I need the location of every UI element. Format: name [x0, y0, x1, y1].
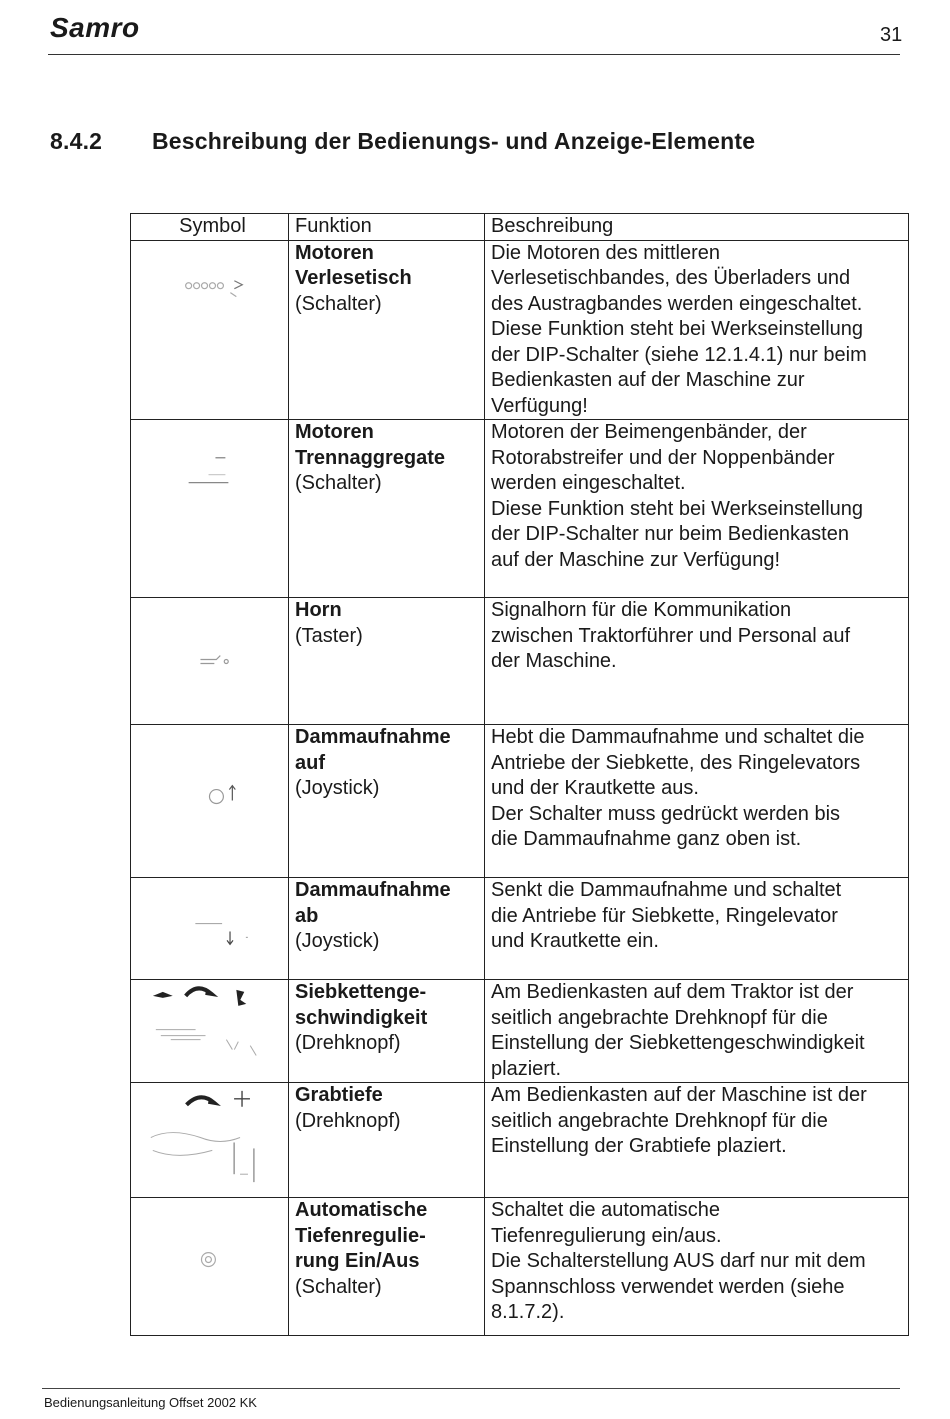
function-type: (Drehknopf)	[295, 1109, 401, 1132]
header-description: Beschreibung	[485, 214, 909, 241]
description-line: Die Schalterstellung AUS darf nur mit dem	[491, 1250, 866, 1272]
sieve-chain-speed-icon	[131, 980, 288, 1082]
description-line: Motoren der Beimengenbänder, der	[491, 421, 807, 443]
symbol-cell	[131, 598, 289, 725]
section-number: 8.4.2	[50, 128, 103, 154]
function-name-line: Siebkettenge-	[295, 981, 427, 1003]
description-line: der DIP-Schalter nur beim Bedienkasten	[491, 523, 849, 545]
section-heading	[50, 128, 755, 155]
description-line: Der Schalter muss gedrückt werden bis	[491, 802, 841, 825]
footer-text: Bedienungsanleitung Offset 2002 KK	[44, 1395, 257, 1410]
ridge-intake-down-icon	[131, 878, 288, 979]
function-cell	[289, 1083, 485, 1198]
symbol-cell	[131, 725, 289, 878]
table-row	[131, 725, 909, 878]
table-row	[131, 980, 909, 1083]
function-cell	[289, 725, 485, 878]
section-title: Beschreibung der Bedienungs- und Anzeige-Elemente	[152, 128, 756, 154]
description-line: Antriebe der Siebkette, des Ringelevators	[491, 751, 861, 774]
description-line: Schaltet die automatische	[491, 1199, 721, 1221]
description-line: 8.1.7.2).	[491, 1301, 565, 1323]
controls-table	[130, 213, 909, 1336]
description-line: Am Bedienkasten auf dem Traktor ist der	[491, 981, 854, 1003]
function-cell	[289, 1198, 485, 1336]
description-line: Spannschloss verwendet werden (siehe	[491, 1275, 845, 1298]
description-line: Am Bedienkasten auf der Maschine ist der	[491, 1084, 867, 1106]
table-row	[131, 1198, 909, 1336]
table-row	[131, 598, 909, 725]
description-line: der DIP-Schalter (siehe 12.1.4.1) nur beim	[491, 343, 867, 366]
function-name-line: Dammaufnahme	[295, 726, 451, 748]
description-line: Signalhorn für die Kommunikation	[491, 599, 792, 621]
description-line: plaziert.	[491, 1057, 562, 1080]
function-name-line: Verlesetisch	[295, 267, 412, 289]
description-cell	[485, 878, 909, 980]
description-cell	[485, 980, 909, 1083]
description-line: und Krautkette ein.	[491, 930, 659, 952]
horn-icon	[131, 598, 288, 724]
header-function: Funktion	[289, 214, 485, 241]
description-line: Verlesetischbandes, des Überladers und	[491, 267, 851, 289]
function-type: (Joystick)	[295, 777, 380, 799]
conveyor-motors-icon	[131, 241, 288, 420]
auto-depth-control-icon	[131, 1198, 288, 1335]
function-name-line: rung Ein/Aus	[295, 1250, 420, 1272]
table-row	[131, 420, 909, 598]
symbol-cell	[131, 1083, 289, 1198]
symbol-cell	[131, 878, 289, 980]
table-header-row	[131, 214, 909, 241]
symbol-cell	[131, 240, 289, 420]
function-cell	[289, 420, 485, 598]
description-line: seitlich angebrachte Drehknopf für die	[491, 1109, 828, 1132]
function-name-line: Tiefenregulie-	[295, 1224, 426, 1247]
function-name-line: Motoren	[295, 241, 374, 264]
digging-depth-icon	[131, 1083, 288, 1197]
page-number: 31	[880, 24, 903, 46]
function-name-line: Trennaggregate	[295, 446, 446, 469]
function-cell	[289, 980, 485, 1083]
description-line: die Antriebe für Siebkette, Ringelevator	[491, 904, 838, 927]
description-cell	[485, 1083, 909, 1198]
function-type: (Schalter)	[295, 472, 382, 494]
table-row	[131, 878, 909, 980]
function-type: (Joystick)	[295, 930, 380, 952]
description-line: des Austragbandes werden eingeschaltet.	[491, 292, 863, 315]
function-name-line: schwindigkeit	[295, 1006, 428, 1029]
table-row	[131, 1083, 909, 1198]
symbol-cell	[131, 980, 289, 1083]
function-name-line: Motoren	[295, 421, 374, 443]
description-cell	[485, 420, 909, 598]
description-cell	[485, 1198, 909, 1336]
description-line: auf der Maschine zur Verfügung!	[491, 548, 781, 571]
function-type: (Schalter)	[295, 1275, 382, 1298]
description-cell	[485, 598, 909, 725]
description-line: Senkt die Dammaufnahme und schaltet	[491, 879, 842, 901]
function-name-line: Automatische	[295, 1199, 428, 1221]
description-line: Einstellung der Siebkettengeschwindigkeit	[491, 1032, 865, 1054]
description-line: Diese Funktion steht bei Werkseinstellung	[491, 318, 864, 340]
symbol-cell	[131, 1198, 289, 1336]
footer-rule	[42, 1388, 900, 1389]
description-line: Diese Funktion steht bei Werkseinstellung	[491, 497, 864, 520]
function-name-line: Grabtiefe	[295, 1084, 383, 1106]
description-line: Hebt die Dammaufnahme und schaltet die	[491, 726, 865, 748]
separator-motors-icon	[131, 420, 288, 597]
header-rule	[48, 54, 900, 55]
function-name-line: auf	[295, 751, 325, 774]
description-line: die Dammaufnahme ganz oben ist.	[491, 828, 802, 850]
function-type: (Taster)	[295, 624, 363, 647]
function-name-line: Dammaufnahme	[295, 879, 451, 901]
description-cell	[485, 240, 909, 420]
function-type: (Schalter)	[295, 292, 382, 315]
description-line: Verfügung!	[491, 394, 588, 417]
function-cell	[289, 878, 485, 980]
function-cell	[289, 240, 485, 420]
header-symbol: Symbol	[131, 214, 289, 241]
symbol-cell	[131, 420, 289, 598]
brand-logo: Samro	[50, 12, 140, 43]
function-cell	[289, 598, 485, 725]
function-type: (Drehknopf)	[295, 1032, 401, 1054]
description-line: Tiefenregulierung ein/aus.	[491, 1224, 722, 1247]
description-cell	[485, 725, 909, 878]
description-line: Rotorabstreifer und der Noppenbänder	[491, 446, 835, 469]
description-line: werden eingeschaltet.	[491, 472, 686, 494]
description-line: der Maschine.	[491, 650, 617, 672]
description-line: Bedienkasten auf der Maschine zur	[491, 369, 805, 391]
description-line: Die Motoren des mittleren	[491, 241, 720, 264]
function-name-line: Horn	[295, 599, 342, 621]
description-line: Einstellung der Grabtiefe plaziert.	[491, 1135, 787, 1157]
description-line: und der Krautkette aus.	[491, 777, 699, 799]
description-line: zwischen Traktorführer und Personal auf	[491, 624, 851, 647]
table-row	[131, 240, 909, 420]
description-line: seitlich angebrachte Drehknopf für die	[491, 1006, 828, 1029]
ridge-intake-up-icon	[131, 725, 288, 877]
function-name-line: ab	[295, 904, 319, 927]
